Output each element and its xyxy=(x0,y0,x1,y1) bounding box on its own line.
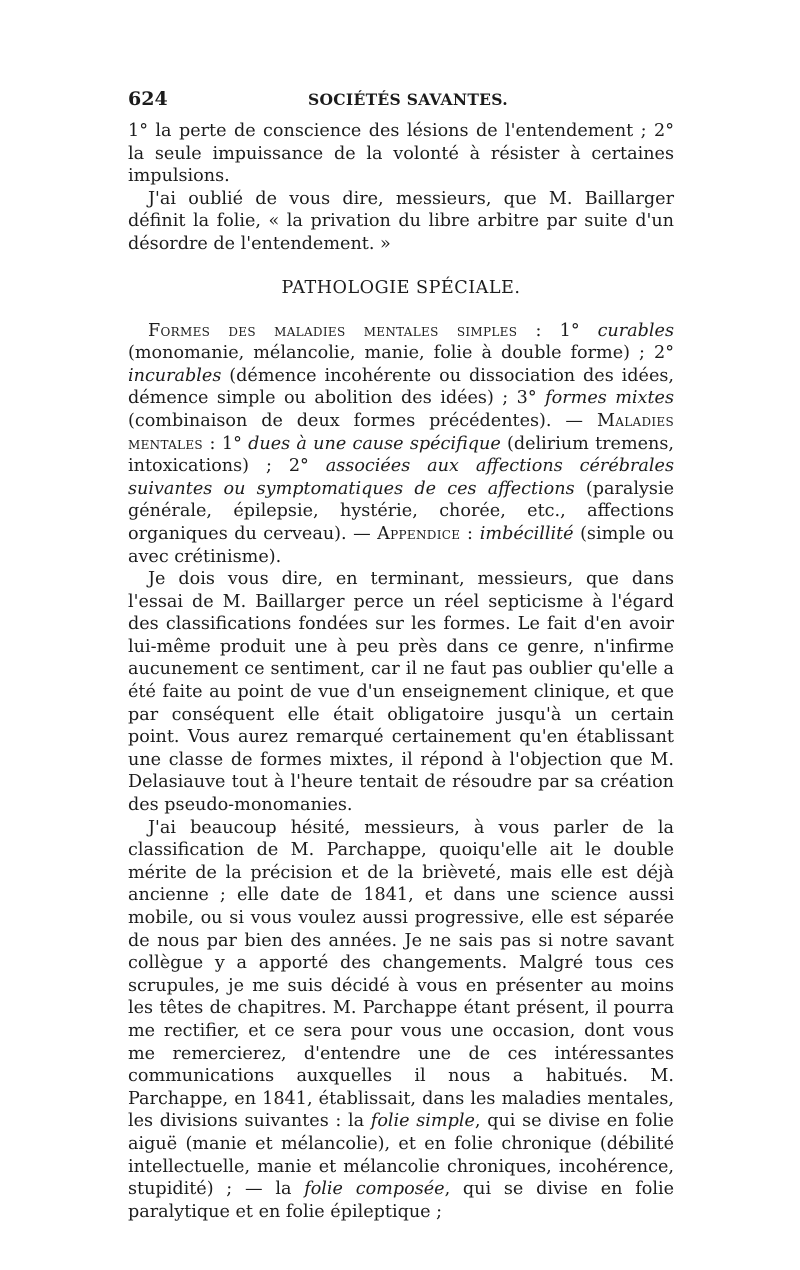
section-title: PATHOLOGIE SPÉCIALE. xyxy=(281,277,521,298)
term-imbecillite: imbécillité xyxy=(479,523,574,544)
paragraph-1: 1° la perte de conscience des lésions de l'entendement ; 2° la seule impuissance de la volonté à résister à certaines impulsions. xyxy=(128,121,674,187)
text-span: J'ai beaucoup hésité, messieurs, à vous parler de la classification de M. Parchappe, quoiqu'elle ait le double mérite de la précision et de la brièveté, mais elle est déjà ancienne ; elle date de 1841, et dans une science aussi mobile, ou si vous voulez aussi progressive, elle est séparée de nous par bien des années. Je ne sais pas si notre savant collègue y a apporté des changements. Malgré tous ces scrupules, je me suis décidé à vous en présenter au moins les têtes de chapitres. M. Parchappe étant présent, il pourra me rectifier, et ce sera pour vous une occasion, dont vous me remercierez, d'entendre une de ces intéressantes communications auxquelles il nous a habitués. M. Parchappe, en 1841, établissait, dans les maladies mentales, les divisions suivantes : la xyxy=(128,817,674,1132)
term-folie-composee: folie composée xyxy=(304,1179,445,1200)
page-number: 624 xyxy=(128,88,168,110)
term-formes-simples: Formes des maladies mentales simples : xyxy=(148,320,542,341)
text-span: (delirium tremens, intoxications) ; 2° xyxy=(128,433,675,477)
text-span: (monomanie, mélancolie, manie, folie à double forme) ; 2° xyxy=(128,343,674,364)
book-page xyxy=(128,88,674,1223)
running-title: SOCIÉTÉS SAVANTES. xyxy=(308,90,508,109)
paragraph-2: J'ai oublié de vous dire, messieurs, que M. Baillarger définit la folie, « la privation du libre arbitre par suite d'un désordre de l'entendement. » xyxy=(128,188,674,254)
term-incurables: incurables xyxy=(128,365,222,386)
term-curables: curables xyxy=(597,320,674,341)
term-affections-cerebrales: associées aux affections cérébrales suivantes ou symptomatiques de ces affections xyxy=(128,456,674,499)
paragraph-5 xyxy=(128,817,674,1224)
text-span: 1° xyxy=(215,433,249,454)
running-head xyxy=(128,88,674,118)
paragraph-3 xyxy=(128,320,674,569)
text-span: (simple ou avec crétinisme). xyxy=(128,523,674,567)
term-cause-specifique: dues à une cause spécifique xyxy=(248,433,501,454)
text-span: (démence incohérente ou dissociation des idées, démence simple ou abolition des idées) ; 3° xyxy=(128,365,674,409)
text-span: (paralysie générale, épilepsie, hystérie, chorée, etc., affections organiques du cerveau). — xyxy=(128,478,674,544)
term-folie-simple: folie simple xyxy=(370,1111,475,1132)
text-span: , qui se divise en folie paralytique et en folie épileptique ; xyxy=(128,1179,674,1222)
text-span: (combinaison de deux formes précédentes). — xyxy=(128,410,597,431)
paragraph-4: Je dois vous dire, en terminant, messieurs, que dans l'essai de M. Baillarger perce un réel septicisme à l'égard des classifications fondées sur les formes. Le fait d'en avoir lui-même produit une à peu près dans ce genre, n'infirme aucunement ce sentiment, car il ne faut pas oublier qu'elle a été faite au point de vue d'un enseignement clinique, et que par conséquent elle était obligatoire jusqu'à un certain point. Vous aurez remarqué certainement qu'en établissant une classe de formes mixtes, il répond à l'objection que M. Delasiauve tout à l'heure tentait de résoudre par sa création des pseudo-monomanies. xyxy=(128,569,674,816)
text-span: , qui se divise en folie aiguë (manie et mélancolie), et en folie chronique (débilité intellectuelle, manie et mélancolie chroniques, incohérence, stupidité) ; — la xyxy=(128,1111,674,1200)
term-formes-mixtes: formes mixtes xyxy=(545,388,674,409)
term-appendice: Appendice : xyxy=(377,523,474,544)
text-span: 1° xyxy=(541,320,598,341)
term-maladies-mentales: Maladies mentales : xyxy=(128,410,674,454)
